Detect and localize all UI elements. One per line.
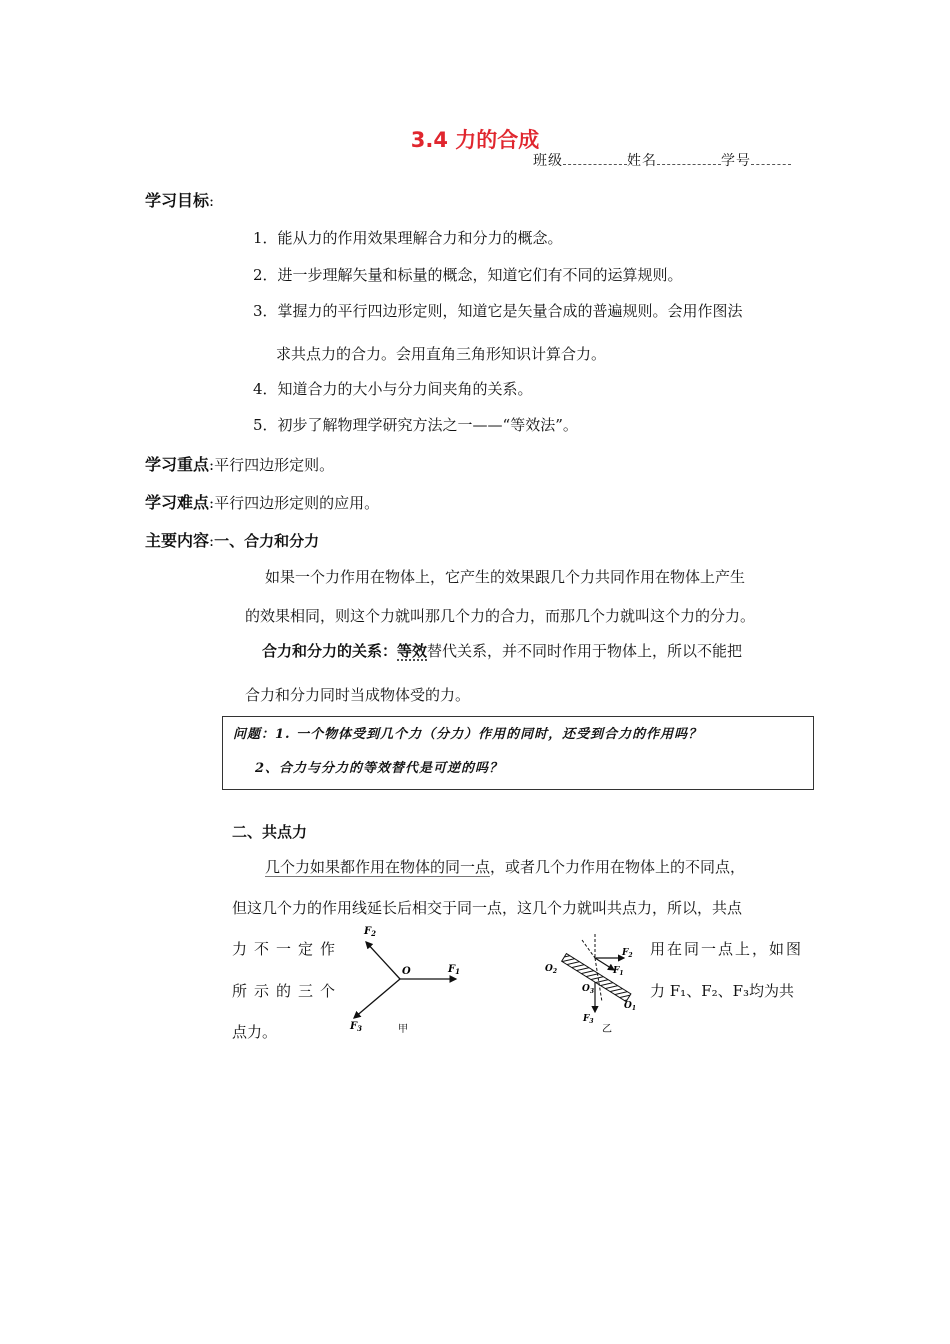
section-1-heading: 一、合力和分力 bbox=[214, 532, 320, 550]
main-content-heading: 主要内容:一、合力和分力 bbox=[145, 531, 320, 550]
key-point bbox=[145, 452, 334, 475]
difficulty bbox=[145, 490, 379, 513]
relation-line1 bbox=[262, 640, 742, 661]
student-id-label: 学号 bbox=[721, 153, 751, 169]
o3-label: $O_3$ bbox=[582, 984, 595, 995]
point-o-label: O bbox=[402, 966, 411, 977]
page-title: 3.4 力的合成 bbox=[410, 128, 540, 152]
figure-a-concurrent-forces bbox=[340, 922, 470, 1037]
difficulty-label: 学习难点 bbox=[145, 493, 210, 512]
o1-label: $O_1$ bbox=[624, 1001, 637, 1012]
question-2: 2、合力与分力的等效替代是可逆的吗？ bbox=[255, 761, 504, 776]
f1-label: $F_1$ bbox=[448, 964, 460, 976]
name-blank[interactable] bbox=[657, 152, 721, 165]
f3-label: $F_3$ bbox=[583, 1014, 594, 1025]
force-f1-arrow bbox=[595, 958, 614, 970]
section-2-heading: 二、共点力 bbox=[232, 823, 308, 841]
key-point-text: :平行四边形定则。 bbox=[209, 456, 335, 474]
objective-5: 5．初步了解物理学研究方法之一——“等效法”。 bbox=[253, 416, 578, 434]
f2-label: $F_2$ bbox=[622, 948, 633, 959]
relation-keyword: 等效 bbox=[397, 642, 428, 660]
right-col-line1: 用在同一点上，如图 bbox=[650, 940, 804, 958]
id-blank[interactable] bbox=[751, 152, 791, 165]
o2-label: $O_2$ bbox=[545, 964, 558, 975]
objectives-heading: 学习目标: bbox=[145, 191, 215, 210]
f1-label: $F_1$ bbox=[613, 966, 624, 977]
left-col-line1: 力 不 一 定 作 bbox=[232, 940, 335, 958]
key-point-label: 学习重点 bbox=[145, 455, 210, 474]
main-content-label: 主要内容 bbox=[145, 531, 210, 550]
right-col-line2: 力 F₁、F₂、F₃均为共 bbox=[650, 982, 795, 1000]
section2-line2: 但这几个力的作用线延长后相交于同一点，这几个力就叫共点力，所以，共点 bbox=[232, 899, 743, 917]
question-box bbox=[222, 716, 814, 790]
left-col-line2: 所 示 的 三 个 bbox=[232, 982, 335, 1000]
objective-1: 1．能从力的作用效果理解合力和分力的概念。 bbox=[253, 229, 563, 247]
relation-line2: 合力和分力同时当成物体受的力。 bbox=[245, 686, 471, 704]
objective-3: 3．掌握力的平行四边形定则，知道它是矢量合成的普遍规则。会用作图法 bbox=[253, 302, 743, 320]
force-f2-arrow bbox=[366, 942, 400, 979]
objective-3-cont: 求共点力的合力。会用直角三角形知识计算合力。 bbox=[276, 345, 607, 363]
dashed-line-2 bbox=[582, 940, 595, 958]
f2-label: $F_2$ bbox=[364, 926, 376, 938]
figure-a-caption: 甲 bbox=[398, 1024, 408, 1035]
para1-line1: 如果一个力作用在物体上，它产生的效果跟几个力共同作用在物体上产生 bbox=[265, 568, 746, 586]
relation-rest: 替代关系，并不同时作用于物体上，所以不能把 bbox=[427, 642, 743, 660]
question-1: 问题：1. 一个物体受到几个力（分力）作用的同时，还受到合力的作用吗？ bbox=[233, 727, 703, 742]
f3-label: $F_3$ bbox=[350, 1021, 362, 1033]
difficulty-text: :平行四边形定则的应用。 bbox=[209, 494, 380, 512]
class-info-line bbox=[533, 150, 791, 170]
class-blank[interactable] bbox=[563, 152, 627, 165]
class-label: 班级 bbox=[533, 153, 563, 169]
section2-line1: 几个力如果都作用在物体的同一点，或者几个力作用在物体上的不同点， bbox=[265, 858, 746, 876]
name-label: 姓名 bbox=[627, 153, 657, 169]
figure-b-concurrent-forces bbox=[540, 932, 640, 1037]
objective-2: 2．进一步理解矢量和标量的概念，知道它们有不同的运算规则。 bbox=[253, 266, 683, 284]
relation-label: 合力和分力的关系： bbox=[262, 642, 398, 660]
figure-b-caption: 乙 bbox=[602, 1024, 612, 1035]
para1-line2: 的效果相同，则这个力就叫那几个力的合力，而那几个力就叫这个力的分力。 bbox=[245, 607, 756, 625]
objective-4: 4．知道合力的大小与分力间夹角的关系。 bbox=[253, 380, 533, 398]
left-col-line3: 点力。 bbox=[232, 1023, 278, 1041]
force-f3-arrow bbox=[354, 979, 400, 1018]
rigid-bar bbox=[562, 954, 631, 1002]
section2-underlined: 几个力如果都作用在物体的同一点 bbox=[265, 858, 491, 876]
objectives-label: 学习目标 bbox=[145, 191, 210, 210]
